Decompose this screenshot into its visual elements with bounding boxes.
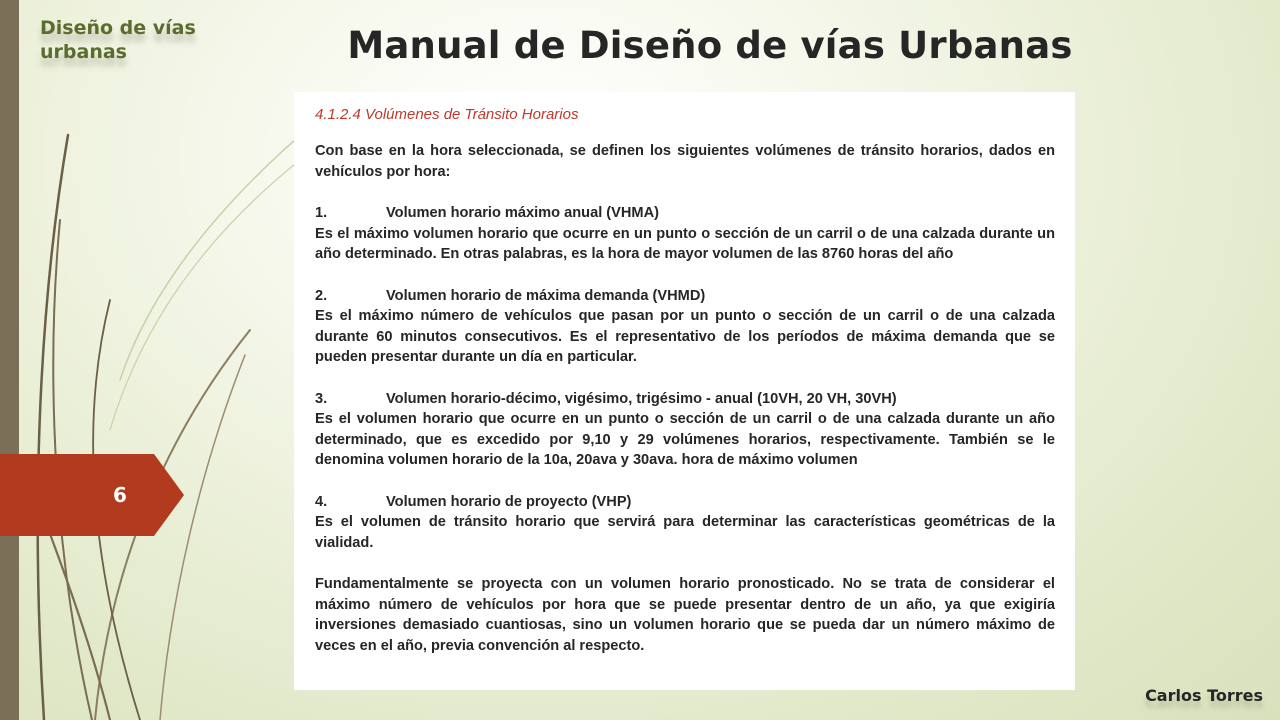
list-item [315, 492, 1055, 554]
list-item-number: 3. [315, 390, 328, 407]
author-name: Carlos Torres [1145, 686, 1263, 705]
list-item-number: 1. [315, 205, 328, 221]
corner-title: Diseño de vías urbanas [40, 17, 196, 63]
list-item-title [315, 203, 1055, 224]
slide-number-tag [0, 454, 184, 536]
list-item [315, 286, 1055, 368]
list-item-text: Es el volumen de tránsito horario que servirá para determinar las características geométricas de la vialidad. [315, 514, 1055, 551]
page-title: Manual de Diseño de vías Urbanas [347, 24, 1073, 67]
document-heading: 4.1.2.4 Volúmenes de Tránsito Horarios [315, 106, 579, 123]
list-item-heading: Volumen horario-décimo, vigésimo, trigésimo - anual (10VH, 20 VH, 30VH) [386, 390, 897, 407]
list-item-number: 2. [315, 287, 328, 304]
slide-number: 6 [113, 483, 127, 507]
list-item-heading: Volumen horario de máxima demanda (VHMD) [386, 287, 706, 304]
left-sidebar-bar [0, 0, 19, 720]
list-item-text: Es el volumen horario que ocurre en un punto o sección de un carril o de una calzada durante un año determinado, que es excedido por 9,10 y 29 volúmenes horarios, respectivamente. También se le denomina volumen horario de la 10a, 20ava y 30ava. hora de máximo volumen [315, 411, 1055, 468]
list-item-heading: Volumen horario máximo anual (VHMA) [386, 205, 659, 221]
list-item-number: 4. [315, 493, 328, 510]
slide-tag-shape [0, 454, 184, 536]
document-intro: Con base en la hora seleccionada, se definen los siguientes volúmenes de tránsito horarios, dados en vehículos por hora: [315, 143, 1055, 180]
list-item-title [315, 389, 1055, 410]
list-item-text: Es el máximo volumen horario que ocurre en un punto o sección de un carril o de una calzada durante un año determinado. En otras palabras, es la hora de mayor volumen de las 8760 horas del año [315, 225, 1055, 262]
list-item-heading: Volumen horario de proyecto (VHP) [386, 493, 632, 510]
list-item [315, 389, 1055, 471]
list-item-text: Es el máximo número de vehículos que pasan por un punto o sección de un carril o de una calzada durante 60 minutos consecutivos. Es el representativo de los períodos de máxima demanda que se pueden presentar durante un día en particular. [315, 308, 1055, 365]
document-closing: Fundamentalmente se proyecta con un volumen horario pronosticado. No se trata de considerar el máximo número de vehículos por hora que se puede presentar dentro de un año, ya que exigiría inversiones demasiado cuantiosas, sino un volumen horario que se pueda dar un número máximo de veces en el año, previa convención al respecto. [315, 576, 1055, 654]
list-item-title [315, 492, 1055, 513]
list-item [315, 203, 1055, 265]
list-item-title [315, 286, 1055, 307]
document-excerpt [294, 92, 1075, 690]
